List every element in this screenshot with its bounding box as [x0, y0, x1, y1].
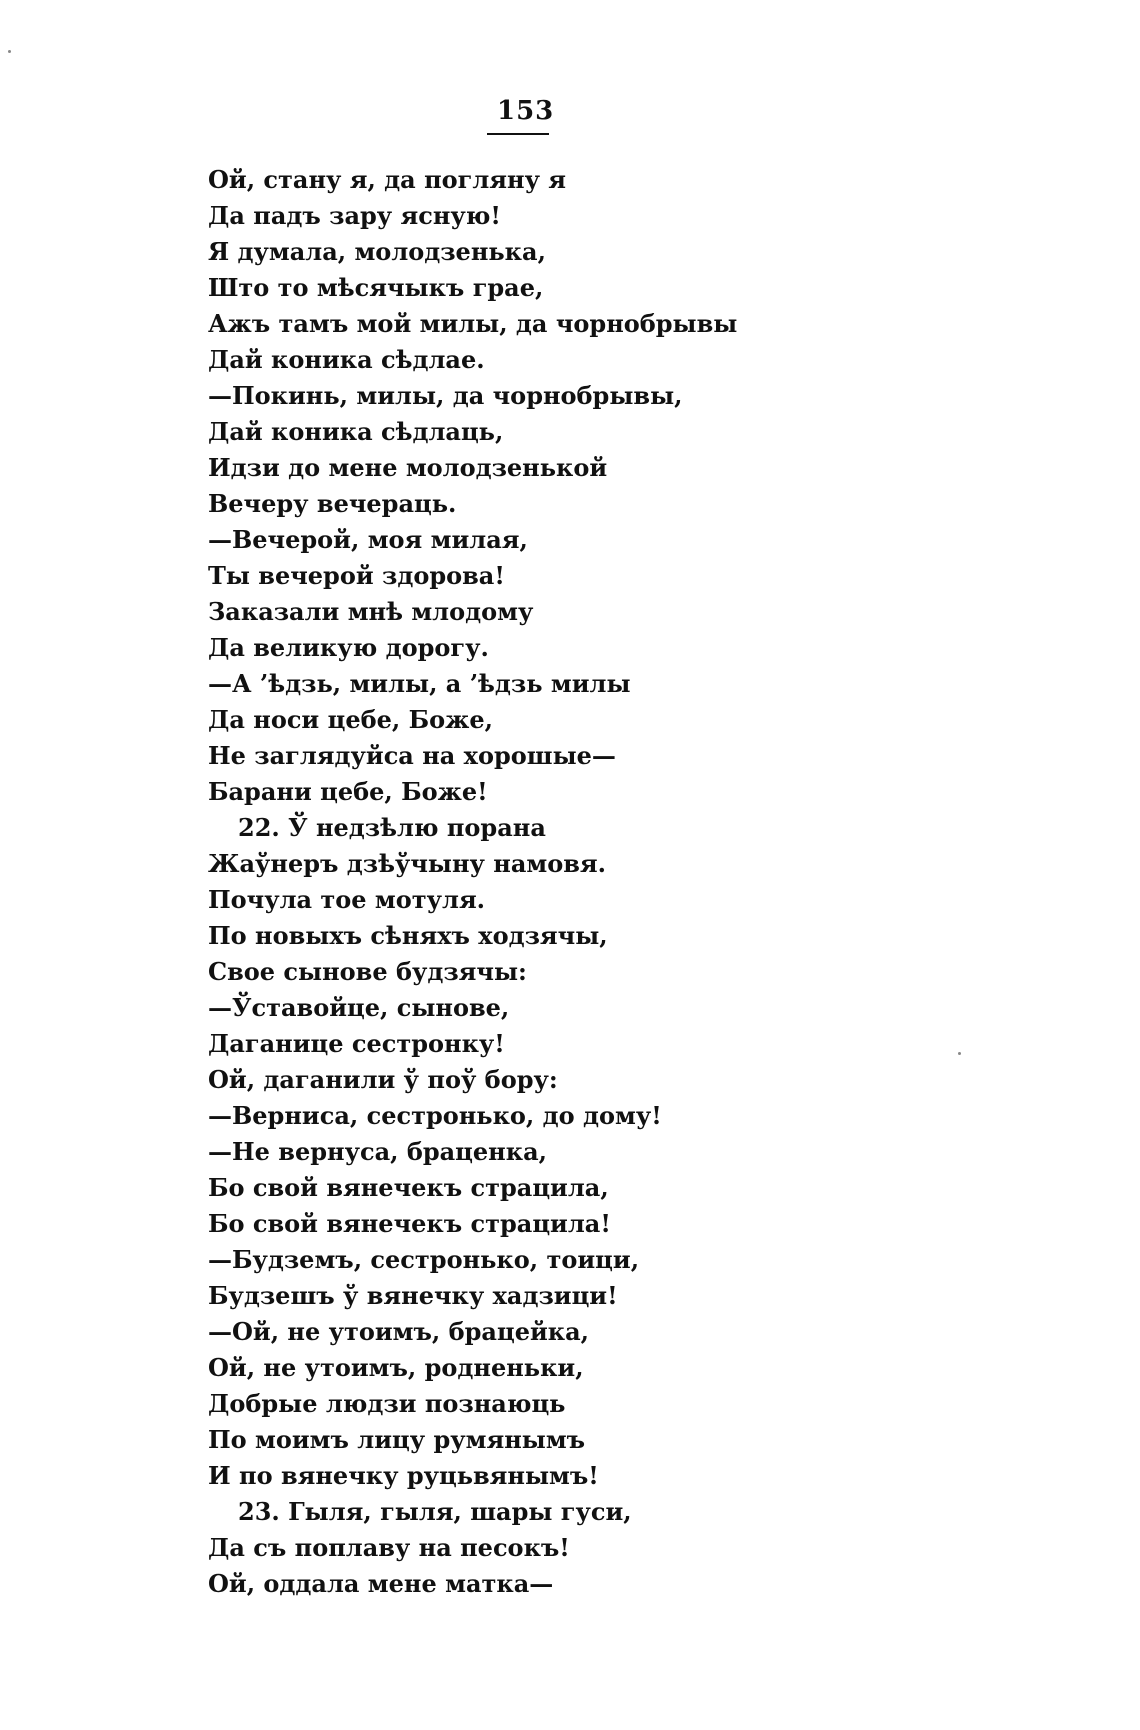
- verse-line: Барани цебе, Боже!: [208, 777, 488, 806]
- paper-speck: [8, 50, 11, 53]
- verse-line: Даганице сестронку!: [208, 1029, 505, 1058]
- verse-line: Ой, оддала мене матка—: [208, 1569, 554, 1598]
- verse-line: По моимъ лицу румянымъ: [208, 1425, 586, 1454]
- verse-line: —Не вернуса, браценка,: [208, 1137, 547, 1166]
- verse-line: Я думала, молодзенька,: [208, 237, 546, 266]
- verse-line: Жаўнеръ дзѣўчыну намовя.: [208, 849, 606, 878]
- verse-line: —А ’ѣдзь, милы, а ’ѣдзь милы: [208, 669, 631, 698]
- verse-line: Ой, даганили ў поў бору:: [208, 1065, 558, 1094]
- verse-line: Ажъ тамъ мой милы, да чорнобрывы: [208, 309, 738, 338]
- verse-line: —Ой, не утоимъ, брацейка,: [208, 1317, 589, 1346]
- verse-line: Вечеру вечераць.: [208, 489, 457, 518]
- verse-line: —Будземъ, сестронько, тоици,: [208, 1245, 640, 1274]
- page-number: 153: [497, 96, 555, 126]
- verse-line: Ты вечерой здорова!: [208, 561, 505, 590]
- verse-line: Добрые людзи познаюць: [208, 1389, 566, 1418]
- verse-line: По новыхъ сѣняхъ ходзячы,: [208, 921, 608, 950]
- verse-line: И по вянечку руцьвянымъ!: [208, 1461, 599, 1490]
- verse-line: Да падъ зару ясную!: [208, 201, 501, 230]
- verse-line: —Покинь, милы, да чорнобрывы,: [208, 381, 683, 410]
- verse-line: Што то мѣсячыкъ грае,: [208, 273, 544, 302]
- verse-line: Будзешъ ў вянечку хадзици!: [208, 1281, 618, 1310]
- verse-line: Не заглядуйса на хорошые—: [208, 741, 616, 770]
- verse-line: Дай коника сѣдлае.: [208, 345, 485, 374]
- verse-line: Да съ поплаву на песокъ!: [208, 1533, 570, 1562]
- verse-line: Ой, не утоимъ, родненьки,: [208, 1353, 584, 1382]
- song-start-line: 23. Гыля, гыля, шары гуси,: [238, 1497, 632, 1526]
- verse-line: Свое сынове будзячы:: [208, 957, 527, 986]
- page-number-rule: [487, 133, 549, 135]
- song-start-line: 22. Ў недзѣлю порана: [238, 813, 546, 842]
- verse-line: —Ўставойце, сынове,: [208, 993, 510, 1022]
- verse-line: Почула тое мотуля.: [208, 885, 486, 914]
- verse-text: [208, 162, 968, 1602]
- verse-line: —Верниса, сестронько, до дому!: [208, 1101, 662, 1130]
- verse-line: Заказали мнѣ млодому: [208, 597, 534, 626]
- verse-line: Дай коника сѣдлаць,: [208, 417, 504, 446]
- verse-line: —Вечерой, моя милая,: [208, 525, 528, 554]
- paper-speck: [958, 1052, 961, 1055]
- verse-line: Да носи цебе, Боже,: [208, 705, 493, 734]
- verse-line: Бо свой вянечекъ страцила,: [208, 1173, 609, 1202]
- verse-line: Бо свой вянечекъ страцила!: [208, 1209, 611, 1238]
- verse-line: Да великую дорогу.: [208, 633, 489, 662]
- verse-line: Ой, стану я, да погляну я: [208, 165, 567, 194]
- verse-line: Идзи до мене молодзенькой: [208, 453, 608, 482]
